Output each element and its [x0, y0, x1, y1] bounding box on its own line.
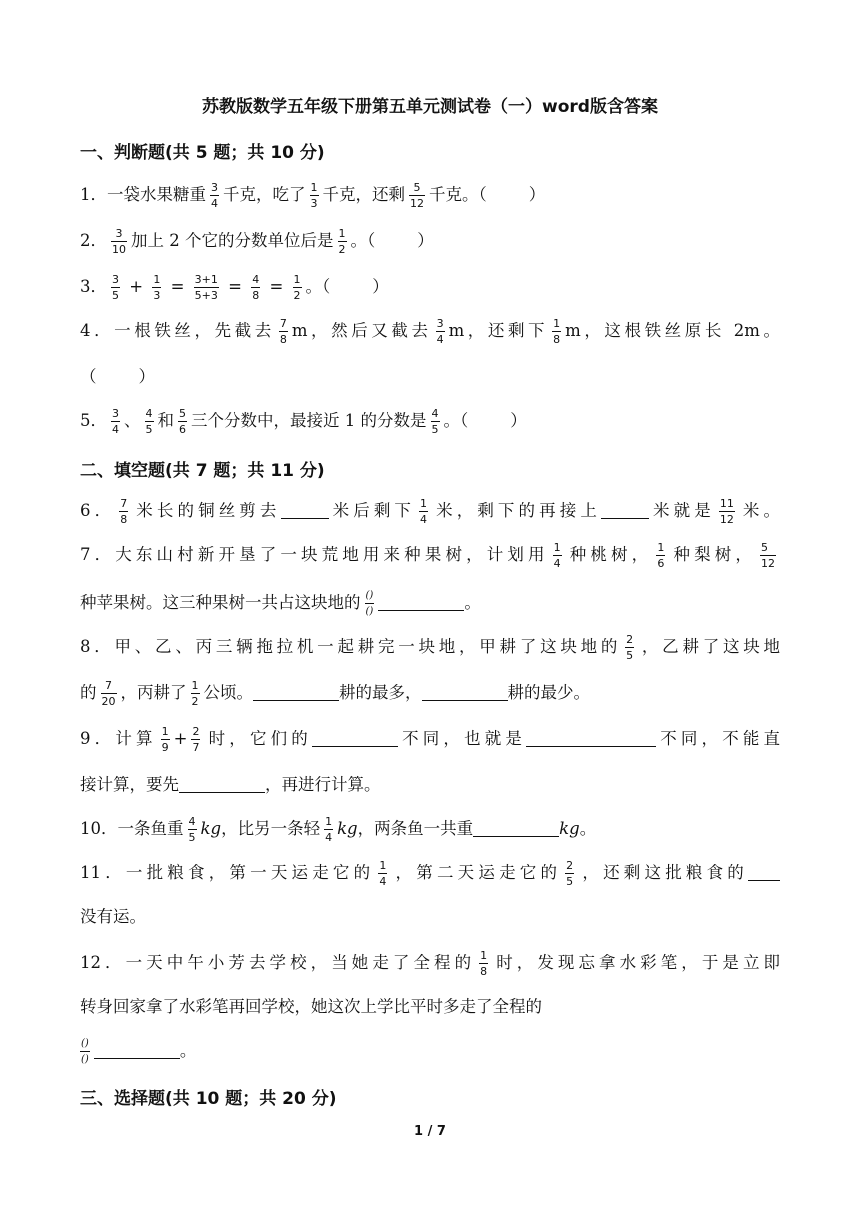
question-8: 8．甲、乙、丙三辆拖拉机一起耕完一块地，甲耕了这块地的 $\frac{2}{5}$ ，乙耕了这块地 — [80, 633, 781, 662]
fraction: $\frac{1}{2}$ — [293, 273, 301, 302]
fraction: $\frac{3}{10}$ — [112, 227, 126, 256]
fraction: $\frac{5}{12}$ — [410, 181, 424, 210]
fraction: $\frac{5}{6}$ — [179, 407, 186, 436]
fraction: $\frac{1}{4}$ — [420, 497, 428, 526]
answer-blank[interactable] — [473, 818, 559, 837]
fraction: $\frac{2}{5}$ — [626, 633, 634, 662]
fraction-placeholder: $\frac{()}{()}$ — [365, 590, 374, 617]
question-11-line-2: 没有运。 — [80, 907, 146, 926]
answer-blank[interactable] — [281, 500, 329, 519]
answer-blank[interactable] — [94, 1040, 180, 1059]
question-4-answer: （ ） — [80, 367, 155, 386]
fraction: $\frac{4}{8}$ — [252, 273, 260, 302]
answer-blank[interactable] — [601, 500, 649, 519]
answer-blank[interactable] — [422, 682, 508, 701]
question-9-line-2: 接计算，要先 ，再进行计算。 — [80, 775, 381, 794]
fraction: $\frac{1}{8}$ — [553, 317, 561, 346]
fraction: $\frac{1}{2}$ — [338, 227, 346, 256]
page-number: 1 / 7 — [414, 1124, 446, 1139]
fraction: $\frac{11}{12}$ — [719, 497, 734, 526]
fraction: $\frac{3+1}{5+3}$ — [194, 273, 218, 302]
fraction: $\frac{5}{12}$ — [761, 541, 776, 570]
question-8-line-2: 的 $\frac{7}{20}$ ，丙耕了 $\frac{1}{2}$ 公顷。 耕的最多， 耕的最少。 — [80, 679, 590, 708]
answer-blank[interactable] — [179, 774, 265, 793]
fraction: $\frac{2}{7}$ — [192, 725, 200, 754]
question-3: 3． $\frac{3}{5}$ + $\frac{1}{3}$ = $\frac{3+1}{5+3}$ = $\frac{4}{8}$ = $\frac{1}{2}$ 。（ ） — [80, 273, 389, 302]
question-12-line-3: $\frac{()}{()}$ 。 — [81, 1038, 197, 1065]
question-2: 2． $\frac{3}{10}$ 加上 2 个它的分数单位后是 $\frac{1}{2}$ 。（ ） — [80, 227, 434, 256]
fraction: $\frac{7}{20}$ — [101, 679, 116, 708]
fraction: $\frac{4}{5}$ — [431, 407, 439, 436]
question-10: 10．一条鱼重 $\frac{4}{5}$ kg，比另一条轻 $\frac{1}{4}$ kg，两条鱼一共重 kg。 — [80, 815, 597, 844]
fraction: $\frac{1}{4}$ — [325, 815, 333, 844]
question-6: 6． $\frac{7}{8}$ 米长的铜丝剪去 米后剩下 $\frac{1}{4}$ 米，剩下的再接上 米就是 $\frac{11}{12}$ 米。 — [80, 497, 781, 526]
fraction: $\frac{4}{5}$ — [145, 407, 153, 436]
question-4: 4．一根铁丝，先截去 $\frac{7}{8}$ m，然后又截去 $\frac{3}{4}$ m，还剩下 $\frac{1}{8}$ m，这根铁丝原长 2m。 — [80, 317, 780, 346]
question-7-line-2: 种苹果树。这三种果树一共占这块地的 $\frac{()}{()}$ 。 — [80, 590, 481, 617]
answer-blank[interactable] — [253, 682, 339, 701]
fraction: $\frac{1}{9}$ — [161, 725, 169, 754]
question-9: 9．计算 $\frac{1}{9}$ + $\frac{2}{7}$ 时，它们的 不同，也就是 不同，不能直 — [80, 725, 781, 754]
fraction: $\frac{2}{5}$ — [566, 859, 574, 888]
answer-blank[interactable] — [748, 862, 780, 881]
fraction: $\frac{1}{2}$ — [191, 679, 199, 708]
fraction: $\frac{1}{8}$ — [480, 949, 488, 978]
fraction: $\frac{1}{4}$ — [379, 859, 387, 888]
fraction: $\frac{7}{8}$ — [120, 497, 128, 526]
document-title: 苏教版数学五年级下册第五单元测试卷（一）word版含答案 — [202, 97, 658, 117]
fraction: $\frac{1}{3}$ — [310, 181, 318, 210]
section-heading-fill-in: 二、填空题(共 7 题；共 11 分) — [80, 461, 325, 481]
section-heading-multiple-choice: 三、选择题(共 10 题；共 20 分) — [80, 1089, 337, 1109]
fraction: $\frac{3}{4}$ — [112, 407, 119, 436]
question-7: 7．大东山村新开垦了一块荒地用来种果树，计划用 $\frac{1}{4}$ 种桃树， $\frac{1}{6}$ 种梨树， $\frac{5}{12}$ — [80, 541, 776, 570]
answer-blank[interactable] — [312, 728, 398, 747]
fraction: $\frac{7}{8}$ — [279, 317, 287, 346]
answer-blank[interactable] — [378, 592, 464, 611]
fraction: $\frac{1}{3}$ — [153, 273, 161, 302]
question-12-line-2: 转身回家拿了水彩笔再回学校，她这次上学比平时多走了全程的 — [80, 997, 542, 1016]
fraction: $\frac{1}{4}$ — [553, 541, 561, 570]
fraction-placeholder: $\frac{()}{()}$ — [81, 1038, 89, 1065]
fraction: $\frac{1}{6}$ — [657, 541, 665, 570]
section-heading-judgement: 一、判断题(共 5 题；共 10 分) — [80, 143, 325, 163]
question-12: 12．一天中午小芳去学校，当她走了全程的 $\frac{1}{8}$ 时，发现忘拿水彩笔，于是立即 — [80, 949, 781, 978]
fraction: $\frac{3}{4}$ — [436, 317, 444, 346]
question-5: 5． $\frac{3}{4}$ 、 $\frac{4}{5}$ 和 $\frac{5}{6}$ 三个分数中，最接近 1 的分数是 $\frac{4}{5}$ 。（ ） — [80, 407, 527, 436]
fraction: $\frac{3}{5}$ — [112, 273, 119, 302]
question-11: 11．一批粮食，第一天运走它的 $\frac{1}{4}$ ，第二天运走它的 $\frac{2}{5}$ ，还剩这批粮食的 — [80, 858, 780, 888]
fraction: $\frac{3}{4}$ — [211, 181, 218, 210]
question-1: 1．一袋水果糖重 $\frac{3}{4}$ 千克，吃了 $\frac{1}{3}$ 千克，还剩 $\frac{5}{12}$ 千克。（ ） — [80, 181, 546, 210]
fraction: $\frac{4}{5}$ — [188, 815, 196, 844]
answer-blank[interactable] — [526, 728, 656, 747]
